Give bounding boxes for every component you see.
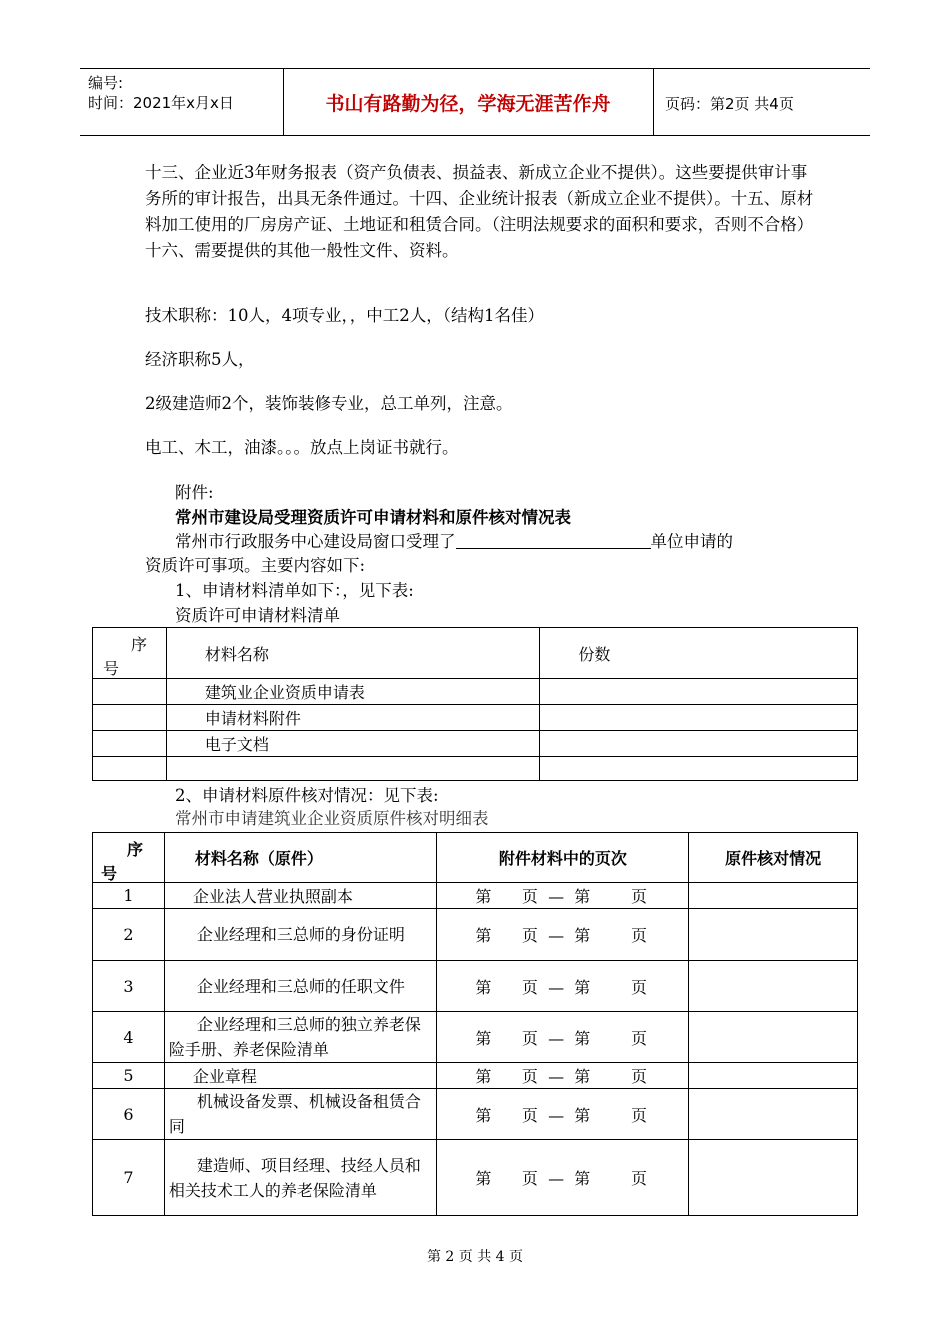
material-name-cell: 企业经理和三总师的任职文件 [164, 961, 437, 1012]
row-number: 4 [93, 1012, 165, 1063]
section-2-heading: 2、申请材料原件核对情况：见下表: [175, 786, 439, 805]
table-row [93, 1012, 858, 1063]
header-meta [88, 73, 234, 113]
header-motto: 书山有路勤为径，学海无涯苦作舟 [325, 93, 611, 115]
page-range-cell[interactable]: 第 页 — 第 页 [437, 1012, 689, 1063]
header-divider [653, 69, 654, 135]
copies-cell[interactable] [540, 731, 858, 757]
row-number: 5 [93, 1063, 165, 1089]
materials-list-table [92, 627, 858, 781]
page-range-cell[interactable]: 第 页 — 第 页 [437, 1140, 689, 1216]
material-name-cell: 企业法人营业执照副本 [164, 883, 437, 909]
page-range-cell[interactable]: 第 页 — 第 页 [437, 909, 689, 961]
page-header [80, 68, 870, 136]
material-name-cell: 企业章程 [164, 1063, 437, 1089]
builder-line: 2级建造师2个，装饰装修专业，总工单列，注意。 [145, 394, 513, 413]
table-header-row [93, 833, 858, 883]
material-name-cell: 建造师、项目经理、技经人员和相关技术工人的养老保险清单 [164, 1140, 437, 1216]
check-result-cell[interactable] [689, 1012, 858, 1063]
table-row [93, 705, 858, 731]
table-row [93, 757, 858, 781]
table-row [93, 679, 858, 705]
check-result-cell[interactable] [689, 1089, 858, 1140]
seq-header-bottom: 号 [101, 864, 118, 883]
material-name-cell: 企业经理和三总师的独立养老保险手册、养老保险清单 [164, 1012, 437, 1063]
material-name-cell: 申请材料附件 [166, 705, 540, 731]
form-title: 常州市建设局受理资质许可申请材料和原件核对情况表 [175, 508, 571, 527]
seq-cell [93, 757, 167, 781]
material-name-cell: 企业经理和三总师的身份证明 [164, 909, 437, 961]
table-row [93, 909, 858, 961]
pages-header: 附件材料中的页次 [437, 833, 689, 883]
attachment-label: 附件: [175, 483, 214, 502]
seq-header [93, 628, 167, 679]
row-number: 3 [93, 961, 165, 1012]
intro-text [175, 531, 733, 553]
table1-caption: 资质许可申请材料清单 [175, 606, 340, 625]
row-number: 2 [93, 909, 165, 961]
row-number: 1 [93, 883, 165, 909]
name-header: 材料名称（原件） [164, 833, 437, 883]
intro-text-2: 资质许可事项。主要内容如下: [145, 556, 366, 575]
header-page-info: 页码：第2页 共4页 [665, 95, 794, 113]
table-row [93, 961, 858, 1012]
seq-header-top: 序 [127, 840, 144, 859]
material-name-cell[interactable] [166, 757, 540, 781]
material-name-cell: 电子文档 [166, 731, 540, 757]
seq-header-bottom: 号 [103, 659, 120, 678]
page-range-cell[interactable]: 第 页 — 第 页 [437, 883, 689, 909]
material-name-cell: 机械设备发票、机械设备租赁合同 [164, 1089, 437, 1140]
time-label: 时间：2021年x月x日 [88, 94, 234, 112]
seq-header-top: 序 [131, 635, 148, 654]
section-1-heading: 1、申请材料清单如下：，见下表: [175, 581, 414, 600]
check-result-cell[interactable] [689, 1140, 858, 1216]
table-header-row [93, 628, 858, 679]
copies-cell[interactable] [540, 757, 858, 781]
page-range-cell[interactable]: 第 页 — 第 页 [437, 961, 689, 1012]
table-row [93, 1063, 858, 1089]
copies-cell[interactable] [540, 705, 858, 731]
name-header: 材料名称 [166, 628, 540, 679]
original-check-table [92, 832, 858, 1216]
seq-cell [93, 679, 167, 705]
unit-name-blank[interactable] [456, 532, 651, 549]
copies-cell[interactable] [540, 679, 858, 705]
intro-part-2: 单位申请的 [650, 532, 733, 551]
seq-cell [93, 705, 167, 731]
workers-line: 电工、木工，油漆。。。放点上岗证书就行。 [145, 438, 459, 457]
table-row [93, 1140, 858, 1216]
check-result-cell[interactable] [689, 909, 858, 961]
intro-part-1: 常州市行政服务中心建设局窗口受理了 [175, 532, 456, 551]
check-result-cell[interactable] [689, 961, 858, 1012]
econ-title-line: 经济职称5人， [145, 350, 255, 369]
check-header: 原件核对情况 [689, 833, 858, 883]
copies-header: 份数 [540, 628, 858, 679]
table-row [93, 1089, 858, 1140]
check-result-cell[interactable] [689, 883, 858, 909]
number-label: 编号: [88, 74, 124, 92]
row-number: 6 [93, 1089, 165, 1140]
page-range-cell[interactable]: 第 页 — 第 页 [437, 1089, 689, 1140]
seq-cell [93, 731, 167, 757]
table2-caption: 常州市申请建筑业企业资质原件核对明细表 [175, 809, 489, 828]
row-number: 7 [93, 1140, 165, 1216]
table-row [93, 883, 858, 909]
check-result-cell[interactable] [689, 1063, 858, 1089]
page-footer: 第 2 页 共 4 页 [426, 1249, 524, 1265]
table-row [93, 731, 858, 757]
seq-header [93, 833, 165, 883]
tech-title-line: 技术职称：10人，4项专业，，中工2人，（结构1名佳） [145, 306, 544, 325]
material-name-cell: 建筑业企业资质申请表 [166, 679, 540, 705]
page-range-cell[interactable]: 第 页 — 第 页 [437, 1063, 689, 1089]
body-paragraph: 十三、企业近3年财务报表（资产负债表、损益表、新成立企业不提供）。这些要提供审计事务所的审计报告，出具无条件通过。十四、企业统计报表（新成立企业不提供）。十五、原材料加工使用的厂房房产证、土地证和租赁合同。（注明法规要求的面积和要求，否则不合格）十六、需要提供的其他一般性文件、资料。 [145, 163, 814, 260]
